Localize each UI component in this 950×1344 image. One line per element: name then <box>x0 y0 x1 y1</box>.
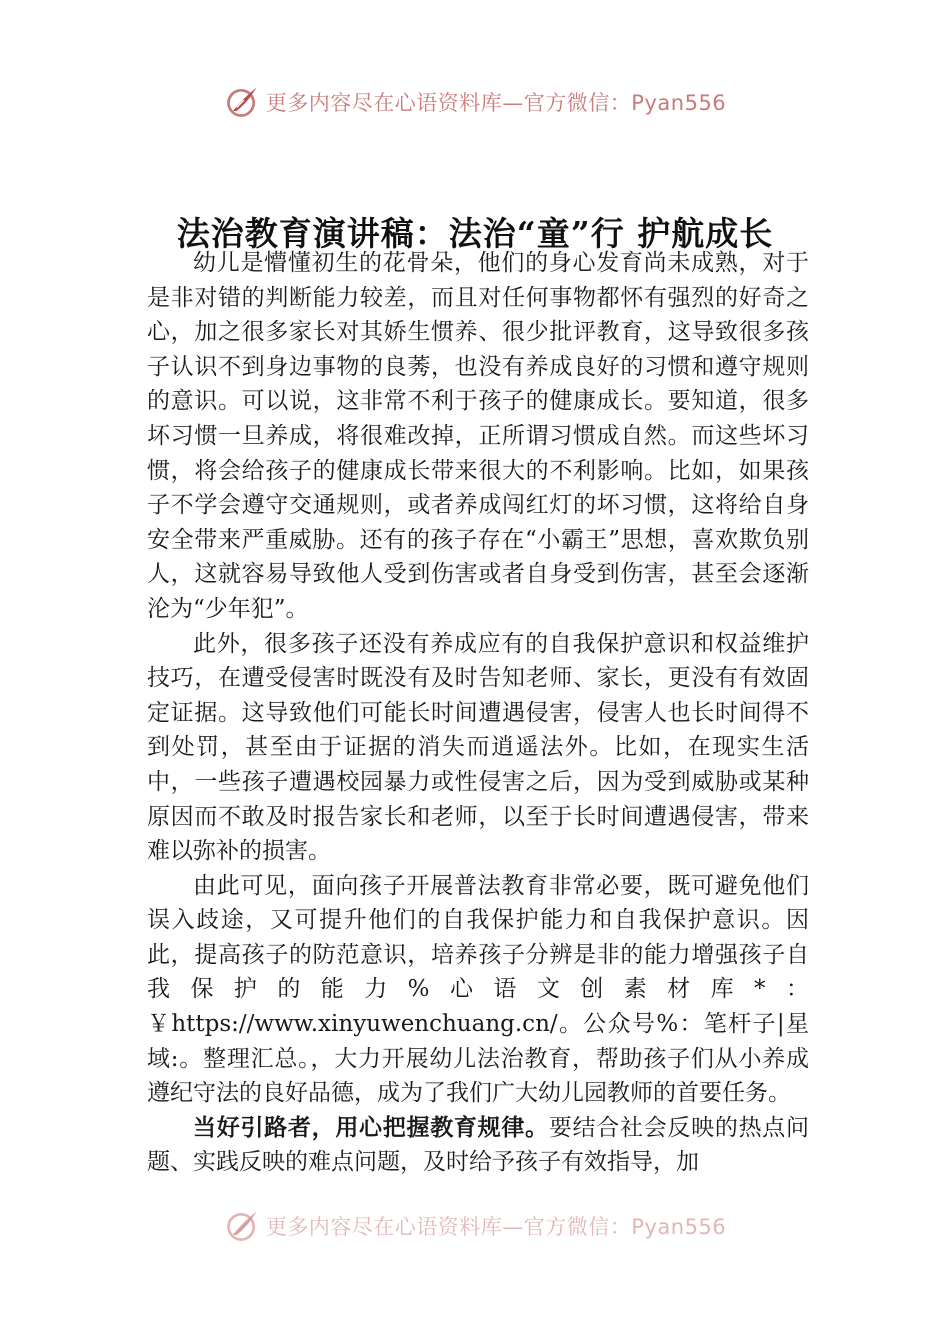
page-title: 法治教育演讲稿：法治“童”行 护航成长 <box>176 214 774 254</box>
paragraph: 由此可见，面向孩子开展普法教育非常必要，既可避免他们误入歧途，又可提升他们的自我保护能力和自我保护意识。因此，提高孩子的防范意识，培养孩子分辨是非的能力增强孩子自我保护的能力%心语文创素材库*：￥https://www.xinyuwenchuang.cn/。公众号%：笔杆子|星域:。整理汇总。，大力开展幼儿法治教育，帮助孩子们从小养成遵纪守法的良好品德，成为了我们广大幼儿园教师的首要任务。 <box>147 872 809 1107</box>
watermark <box>224 1208 726 1244</box>
article-body <box>147 246 809 1180</box>
paragraph-text: 要结合社会反映的热点问题、实践反映的难点问题，及时给予孩子有效指导，加 <box>147 1114 810 1176</box>
quill-logo-icon <box>224 84 260 120</box>
paragraph <box>147 1111 809 1180</box>
paragraph: 幼儿是懵懂初生的花骨朵，他们的身心发育尚未成熟，对于是非对错的判断能力较差，而且对任何事物都怀有强烈的好奇之心，加之很多家长对其娇生惯养、很少批评教育，这导致很多孩子认识不到身边事物的良莠，也没有养成良好的习惯和遵守规则的意识。可以说，这非常不利于孩子的健康成长。要知道，很多坏习惯一旦养成，将很难改掉，正所谓习惯成自然。而这些坏习惯，将会给孩子的健康成长带来很大的不利影响。比如，如果孩子不学会遵守交通规则，或者养成闯红灯的坏习惯，这将给自身安全带来严重威胁。还有的孩子存在“小霸王”思想，喜欢欺负别人，这就容易导致他人受到伤害或者自身受到伤害，甚至会逐渐沦为“少年犯”。 <box>147 250 809 622</box>
header-watermark <box>0 84 950 120</box>
watermark-text: 更多内容尽在心语资料库—官方微信：Pyan556 <box>265 1215 727 1239</box>
watermark-text: 更多内容尽在心语资料库—官方微信：Pyan556 <box>265 91 727 115</box>
watermark <box>224 84 726 120</box>
paragraph-bold-lead: 当好引路者，用心把握教育规律。 <box>193 1113 549 1141</box>
quill-logo-icon <box>224 1208 260 1244</box>
paragraph: 此外，很多孩子还没有养成应有的自我保护意识和权益维护技巧，在遭受侵害时既没有及时告知老师、家长，更没有有效固定证据。这导致他们可能长时间遭遇侵害，侵害人也长时间得不到处罚，甚至由于证据的消失而逍遥法外。比如，在现实生活中，一些孩子遭遇校园暴力或性侵害之后，因为受到威胁或某种原因而不敢及时报告家长和老师，以至于长时间遭遇侵害，带来难以弥补的损害。 <box>147 630 809 865</box>
footer-watermark <box>0 1208 950 1244</box>
